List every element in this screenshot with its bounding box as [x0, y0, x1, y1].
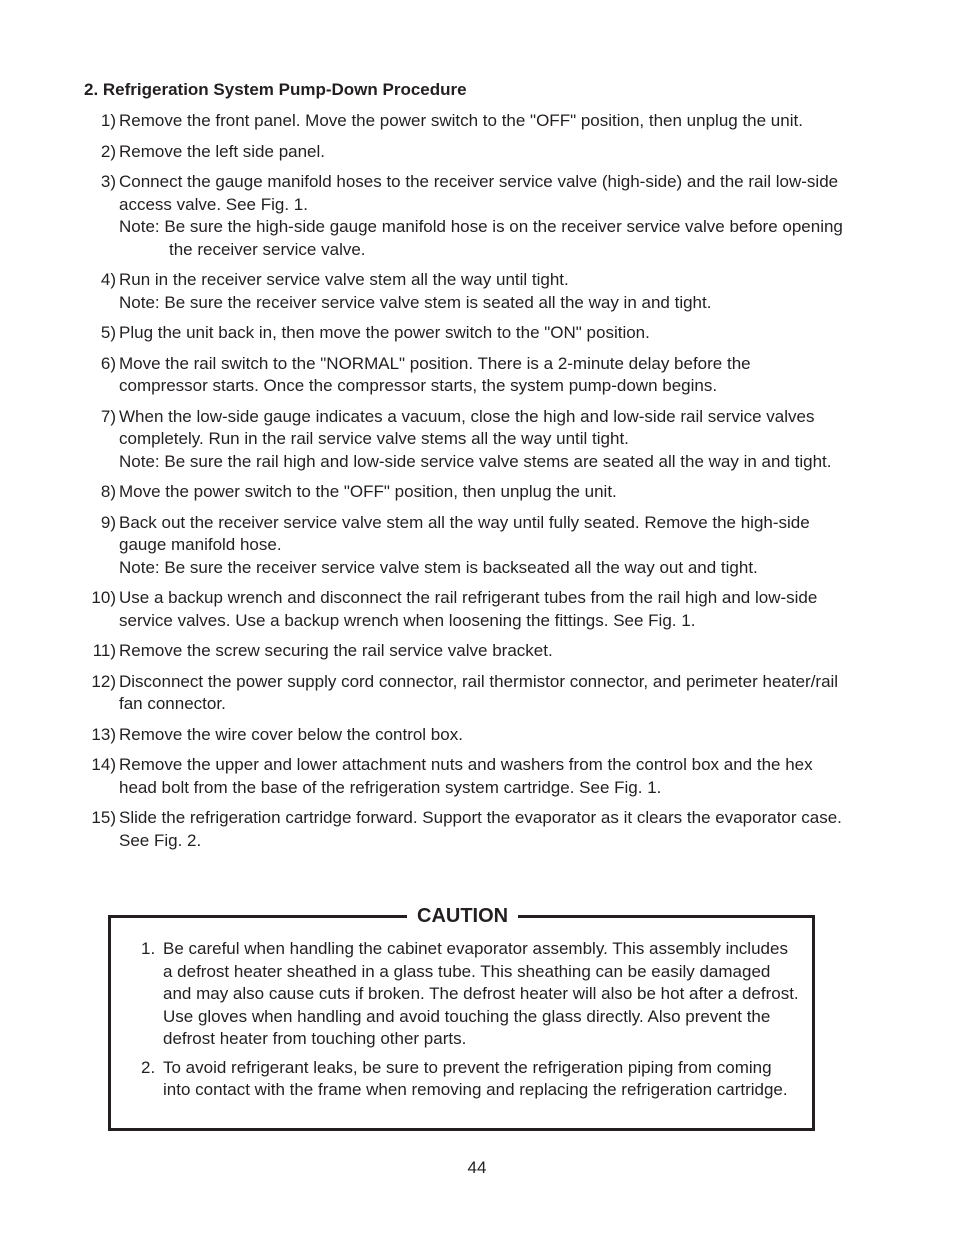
- procedure-step: [84, 640, 844, 663]
- step-text: Disconnect the power supply cord connector, rail thermistor connector, and perimeter heater/rail fan connector.: [119, 671, 839, 713]
- step-note: Note: Be sure the high-side gauge manifold hose is on the receiver service valve before opening the receiver service valve.: [119, 217, 843, 259]
- step-note: Note: Be sure the rail high and low-side service valve stems are seated all the way in and tight.: [119, 451, 832, 471]
- procedure-step: [84, 587, 844, 632]
- step-number: 1): [100, 111, 116, 130]
- step-note: Note: Be sure the receiver service valve stem is backseated all the way out and tight.: [119, 557, 758, 577]
- caution-item-text: Be careful when handling the cabinet evaporator assembly. This assembly includes a defrost heater sheathed in a glass tube. This sheathing can be easily damaged and may also cause cuts if broken. The defrost heater will also be hot after a defrost. Use gloves when handling and avoid touching the glass directly. Also prevent the defrost heater from touching other parts.: [163, 939, 799, 1048]
- step-number: 10): [91, 588, 116, 607]
- step-text: Run in the receiver service valve stem all the way until tight.: [119, 270, 569, 289]
- step-text: Move the rail switch to the "NORMAL" position. There is a 2-minute delay before the compressor starts. Once the compressor starts, the system pump-down begins.: [119, 353, 751, 395]
- step-text: Slide the refrigeration cartridge forward. Support the evaporator as it clears the evaporator case. See Fig. 2.: [119, 808, 842, 850]
- step-number: 4): [100, 270, 116, 289]
- step-text: Remove the screw securing the rail service valve bracket.: [119, 641, 553, 660]
- caution-box: [108, 905, 815, 1131]
- caution-list: [141, 938, 801, 1108]
- procedure-step: [84, 322, 844, 345]
- caution-item-number: 1.: [141, 939, 156, 958]
- procedure-step: [84, 807, 844, 852]
- step-text: Connect the gauge manifold hoses to the receiver service valve (high-side) and the rail low-side access valve. See Fig. 1.: [119, 172, 839, 214]
- procedure-step: [84, 754, 844, 799]
- step-number: 11): [92, 641, 116, 660]
- step-number: 3): [100, 172, 116, 191]
- caution-item-text: To avoid refrigerant leaks, be sure to prevent the refrigeration piping from coming into contact with the frame when removing and replacing the refrigeration cartridge.: [163, 1057, 788, 1099]
- procedure-step: [84, 141, 844, 164]
- procedure-step: [84, 353, 844, 398]
- step-number: 13): [91, 724, 116, 744]
- step-number: 14): [91, 755, 116, 774]
- step-text: Remove the wire cover below the control box.: [119, 724, 463, 744]
- procedure-step: [84, 406, 844, 474]
- procedure-step: [84, 110, 844, 133]
- step-number: 8): [100, 482, 116, 501]
- procedure-step: [84, 724, 844, 747]
- step-number: 12): [91, 671, 116, 691]
- step-note: Note: Be sure the receiver service valve stem is seated all the way in and tight.: [119, 292, 712, 312]
- step-text: Back out the receiver service valve stem all the way until fully seated. Remove the high-side gauge manifold hose.: [119, 512, 810, 554]
- page-number: 44: [467, 1158, 487, 1177]
- procedure-step: [84, 269, 844, 314]
- procedure-step: [84, 481, 844, 504]
- step-number: 6): [100, 353, 116, 373]
- step-text: When the low-side gauge indicates a vacuum, close the high and low-side rail service valves completely. Run in the rail service valve stems all the way until tight.: [119, 406, 815, 448]
- caution-item: [141, 1057, 801, 1102]
- step-text: Use a backup wrench and disconnect the rail refrigerant tubes from the rail high and low-side service valves. Use a backup wrench when loosening the fittings. See Fig. 1.: [119, 588, 818, 630]
- step-number: 7): [100, 406, 116, 426]
- step-text: Plug the unit back in, then move the power switch to the "ON" position.: [119, 323, 650, 342]
- caution-title: CAUTION: [407, 904, 518, 928]
- caution-item: [141, 938, 801, 1051]
- step-text: Move the power switch to the "OFF" position, then unplug the unit.: [119, 482, 617, 501]
- section-heading: 2. Refrigeration System Pump-Down Procedure: [84, 80, 467, 99]
- step-text: Remove the front panel. Move the power switch to the "OFF" position, then unplug the unit.: [119, 111, 803, 130]
- step-number: 9): [100, 512, 116, 532]
- step-text: Remove the upper and lower attachment nuts and washers from the control box and the hex head bolt from the base of the refrigeration system cartridge. See Fig. 1.: [119, 755, 813, 797]
- step-text: Remove the left side panel.: [119, 141, 326, 161]
- procedure-step: [84, 671, 844, 716]
- procedure-step: [84, 512, 844, 580]
- procedure-step: [84, 171, 844, 261]
- caution-item-number: 2.: [141, 1057, 156, 1077]
- step-number: 2): [100, 141, 116, 161]
- procedure-steps: [84, 110, 844, 860]
- step-number: 15): [91, 808, 116, 827]
- step-number: 5): [100, 323, 116, 342]
